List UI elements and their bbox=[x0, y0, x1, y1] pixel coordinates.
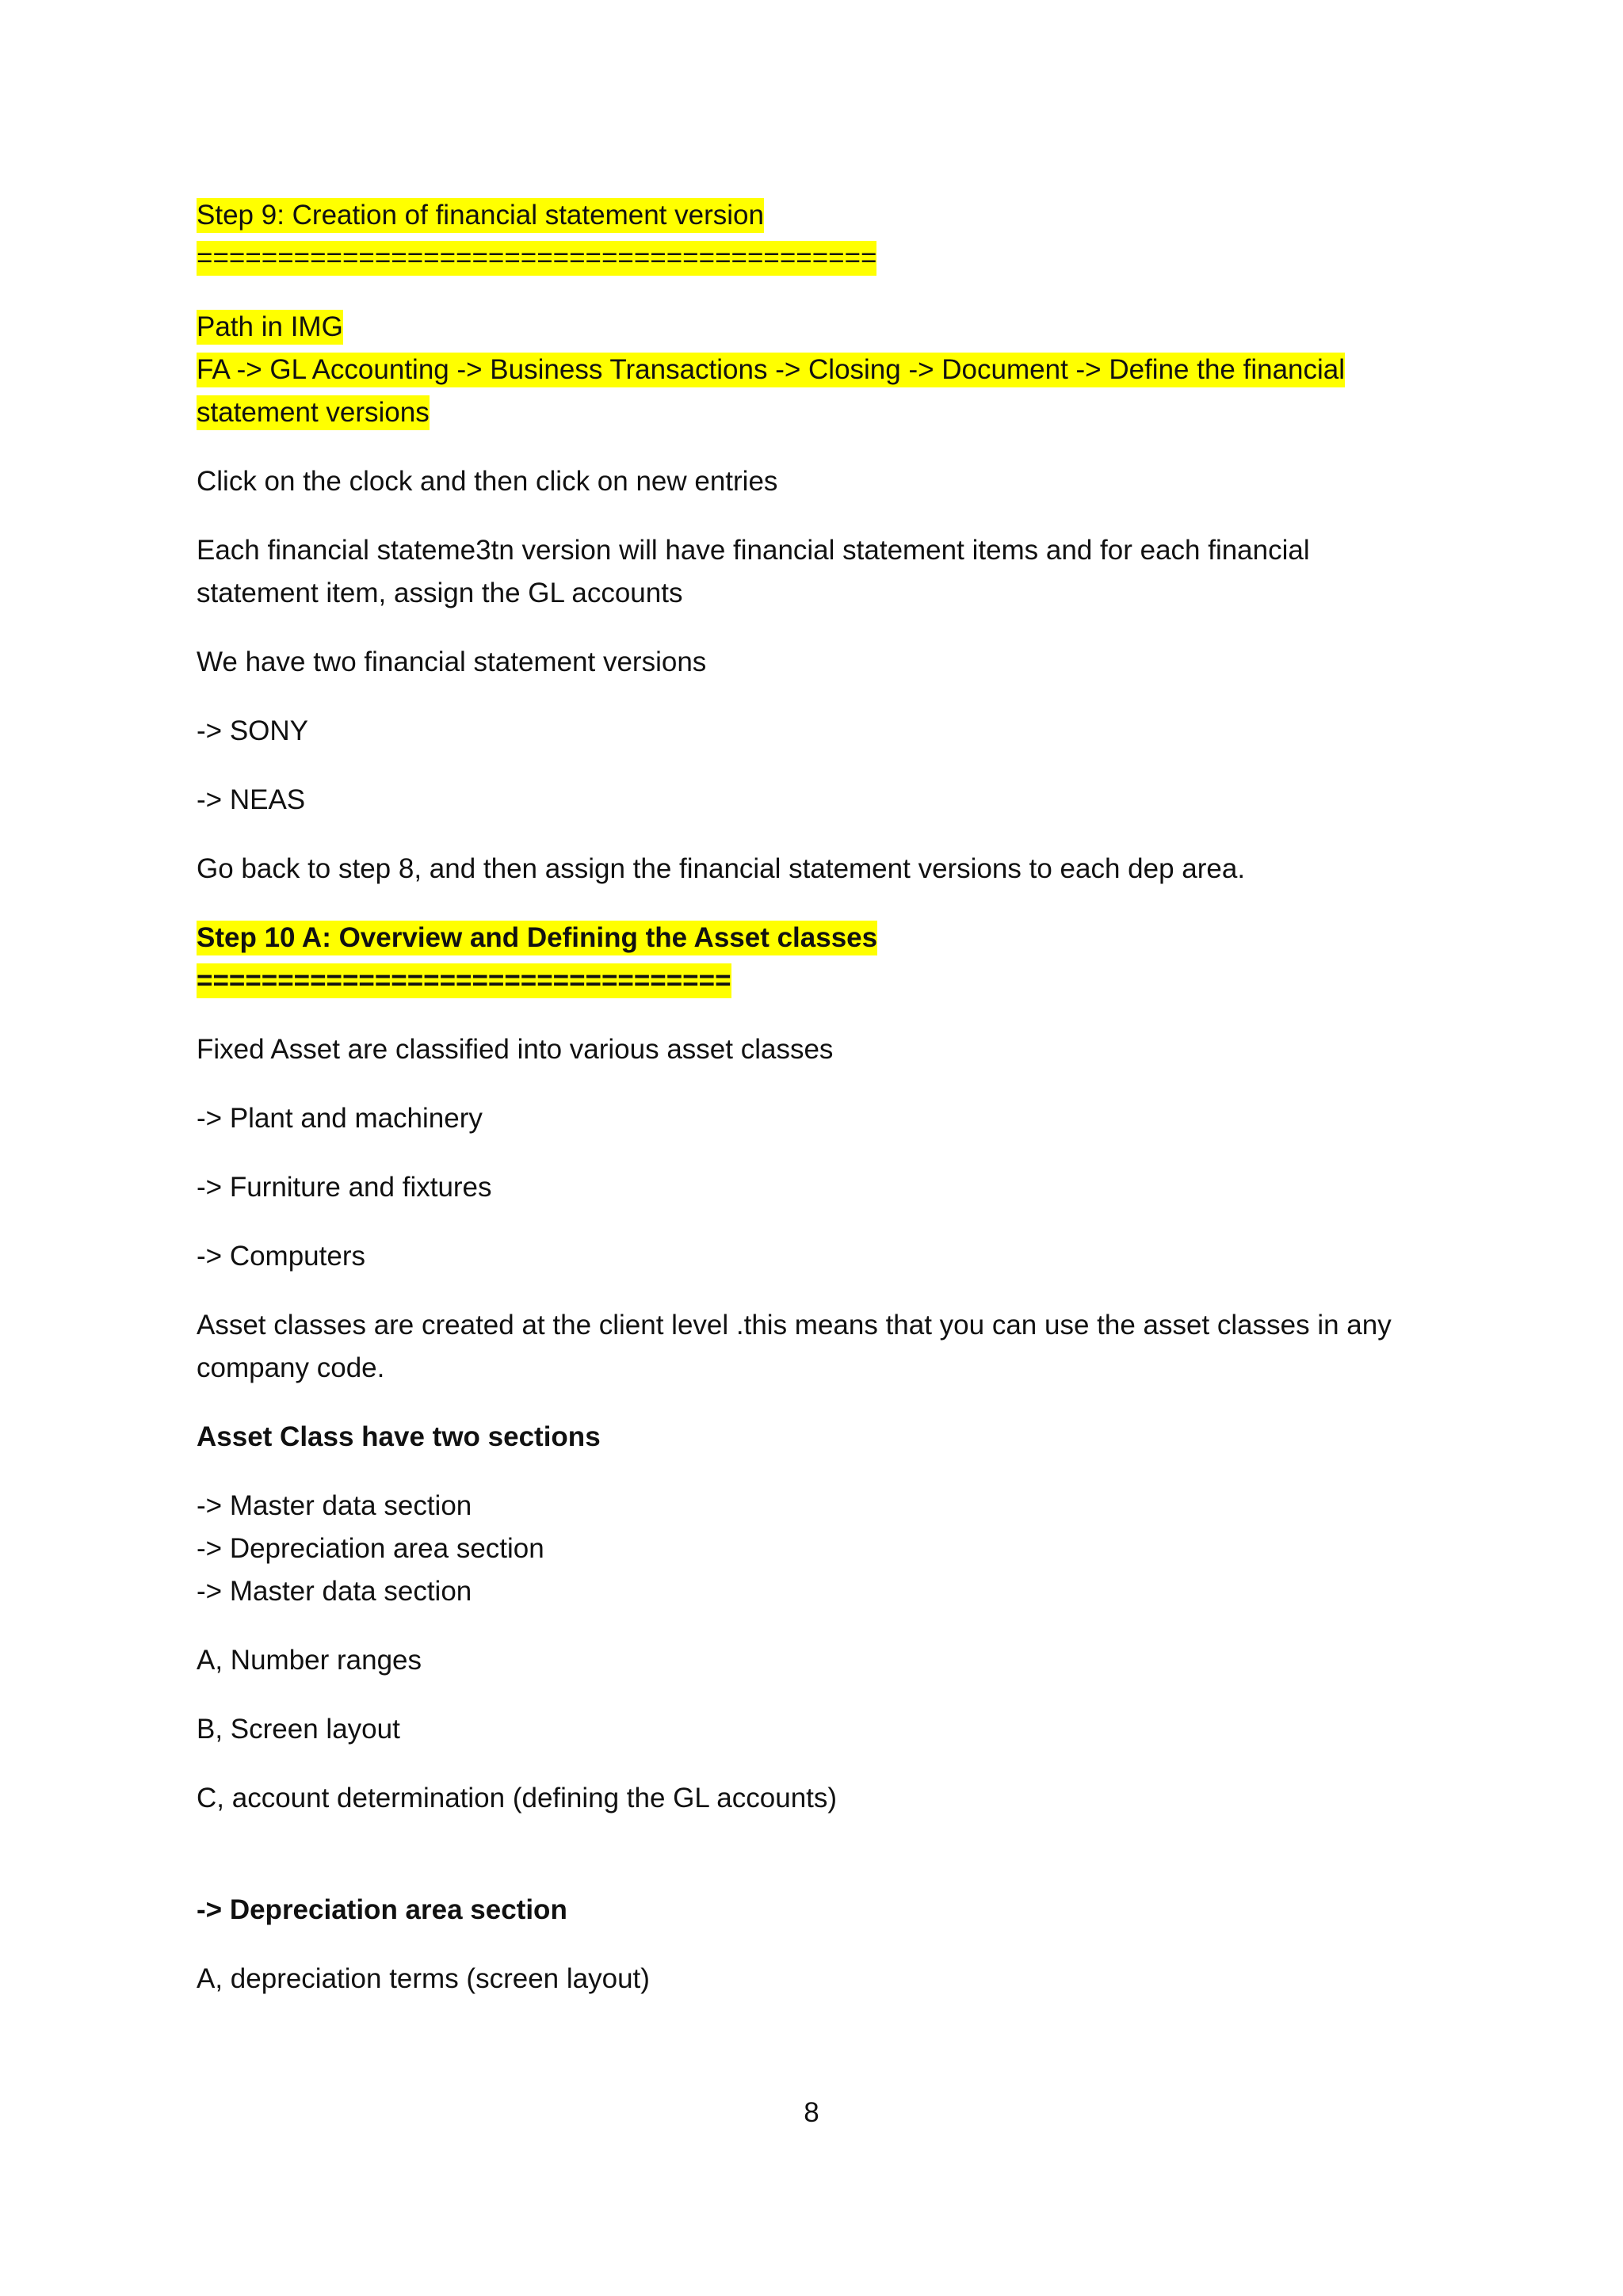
img-path-line-1: FA -> GL Accounting -> Business Transactions -> Closing -> Document -> Define the financial bbox=[197, 353, 1345, 387]
paragraph-click-clock: Click on the clock and then click on new entries bbox=[197, 466, 778, 497]
list-item-neas: -> NEAS bbox=[197, 784, 306, 815]
list-item-master-data: -> Master data section bbox=[197, 1490, 472, 1521]
step10-underline: ================================= bbox=[197, 963, 731, 998]
path-label-row bbox=[197, 306, 343, 349]
paragraph-client-level-line-1: Asset classes are created at the client level .this means that you can use the asset classes in any bbox=[197, 1310, 1392, 1341]
list-item-computers: -> Computers bbox=[197, 1241, 365, 1272]
path-line-1-row bbox=[197, 349, 1345, 391]
list-item-depreciation-area: -> Depreciation area section bbox=[197, 1533, 544, 1564]
list-item-screen-layout: B, Screen layout bbox=[197, 1714, 400, 1745]
paragraph-client-level-line-2: company code. bbox=[197, 1352, 385, 1383]
page-number: 8 bbox=[804, 2097, 819, 2128]
subheading-two-sections: Asset Class have two sections bbox=[197, 1421, 601, 1452]
step9-title: Step 9: Creation of financial statement version bbox=[197, 198, 764, 233]
list-item-master-data-2: -> Master data section bbox=[197, 1576, 472, 1607]
paragraph-fsv-items-line-1: Each financial stateme3tn version will have financial statement items and for each financial bbox=[197, 535, 1310, 566]
list-item-account-determination: C, account determination (defining the GL accounts) bbox=[197, 1783, 838, 1814]
path-line-2-row bbox=[197, 391, 430, 434]
step10-title: Step 10 A: Overview and Defining the Asset classes bbox=[197, 921, 877, 955]
path-label: Path in IMG bbox=[197, 310, 343, 345]
step9-underline: ========================================== bbox=[197, 241, 876, 276]
paragraph-fsv-items-line-2: statement item, assign the GL accounts bbox=[197, 578, 683, 608]
paragraph-go-back: Go back to step 8, and then assign the financial statement versions to each dep area. bbox=[197, 853, 1246, 884]
list-item-furniture: -> Furniture and fixtures bbox=[197, 1172, 492, 1203]
list-item-sony: -> SONY bbox=[197, 715, 309, 746]
img-path-line-2: statement versions bbox=[197, 395, 430, 430]
step9-heading bbox=[197, 194, 764, 237]
step10-underline-row bbox=[197, 959, 731, 1002]
paragraph-two-versions: We have two financial statement versions bbox=[197, 646, 707, 677]
paragraph-fixed-asset: Fixed Asset are classified into various asset classes bbox=[197, 1034, 834, 1065]
list-item-plant: -> Plant and machinery bbox=[197, 1103, 483, 1134]
step9-underline-row bbox=[197, 237, 876, 280]
subheading-depreciation-area: -> Depreciation area section bbox=[197, 1894, 567, 1925]
list-item-depreciation-terms: A, depreciation terms (screen layout) bbox=[197, 1963, 650, 1994]
list-item-number-ranges: A, Number ranges bbox=[197, 1645, 422, 1676]
step10-heading bbox=[197, 917, 877, 959]
